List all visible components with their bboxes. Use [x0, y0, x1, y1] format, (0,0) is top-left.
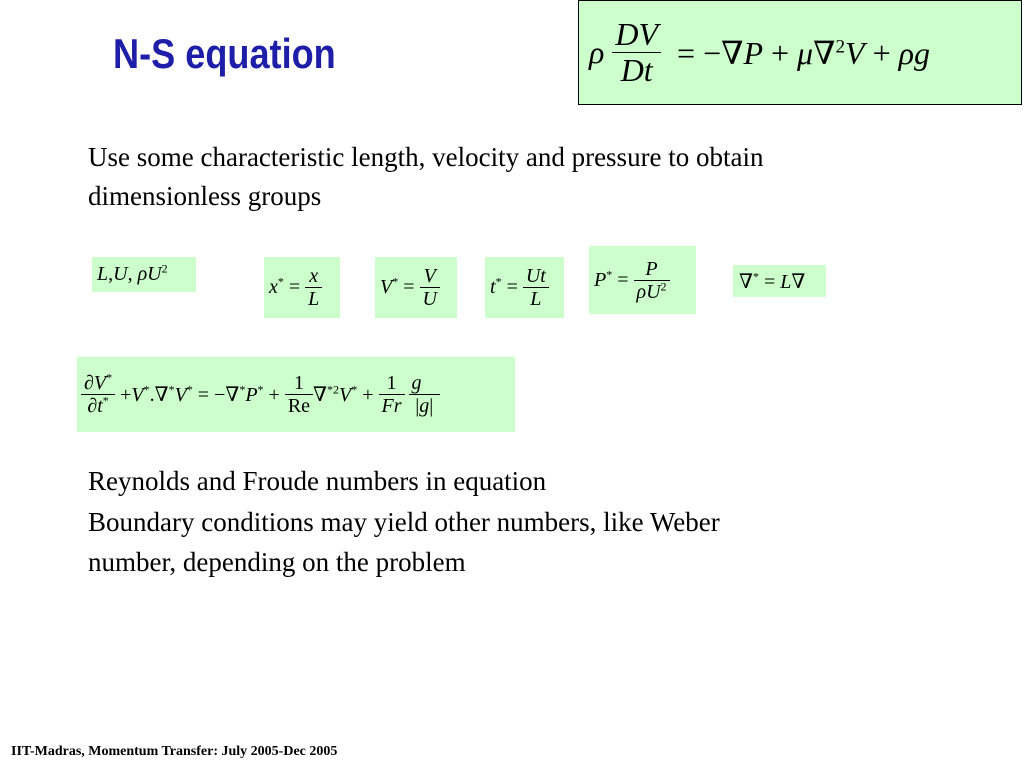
t-star-box: t* = $\frac{Ut}{L}$ [485, 257, 564, 318]
slide-title: N-S equation [113, 30, 336, 77]
intro-line-2: dimensionless groups [88, 181, 322, 211]
v-star-box: V* = $\frac{V}{U}$ [375, 257, 457, 318]
dimensionless-ns-box: $\frac{\partial V^*}{\partial t^*}$ +V*.∇*V* = −∇*P* + $\frac{1}{Re}$ ∇$^{*2}$V* + $\frac{1}{Fr}$ $\frac{g⃗}{|g|}$ [77, 357, 515, 432]
grad-star-box: ∇* = L∇ [733, 265, 826, 297]
closing-line-1: Reynolds and Froude numbers in equation [88, 466, 547, 496]
closing-line-2: Boundary conditions may yield other numbers, like Weber [88, 507, 720, 537]
x-star-box: x* = $\frac{x}{L}$ [264, 257, 340, 318]
ns-equation-box [578, 0, 1022, 105]
p-star-box: P* = $\frac{P}{\rho U^2}$ [589, 246, 696, 314]
ns-equation: ρ $\frac{DV}{Dt}$ = −∇P + μ∇$^2$V + ρg [589, 15, 930, 88]
intro-line-1: Use some characteristic length, velocity and pressure to obtain [88, 142, 764, 172]
scales-box: L,U, $\rho U^2$ [92, 257, 196, 292]
footer: IIT-Madras, Momentum Transfer: July 2005-Dec 2005 [11, 744, 338, 759]
closing-line-3: number, depending on the problem [88, 547, 466, 577]
